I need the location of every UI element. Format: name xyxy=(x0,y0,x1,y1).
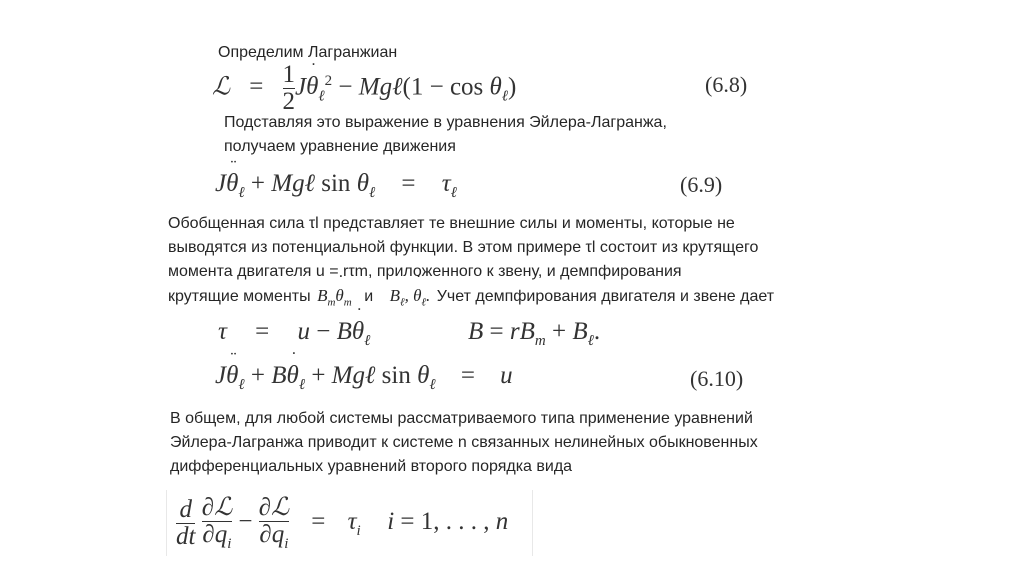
paragraph-general-case-line-3: дифференциальных уравнений второго порядка вида xyxy=(170,458,573,475)
paragraph-generalized-force-line-2: выводятся из потенциальной функции. В этом примере τl состоит из крутящего xyxy=(168,239,759,256)
equation-euler-lagrange: $\frac{d}{dt}$ $\frac{\text{∂ℒ}}{\partial˙ q_i}$ − $\frac{\text{∂ℒ}}{\partial q_i}$ = $\tau_i$ i = 1, . . . , n xyxy=(176,494,508,553)
math-bl-theta-l: $B_\ell$, ˙ $\theta_\ell$. xyxy=(390,286,431,305)
paragraph-generalized-force-line-4 xyxy=(168,283,774,315)
equation-6-10: J¨ $\theta_\ell$ + B˙ $\theta_\ell$ + Mgℓ $\sin \theta_\ell = u$ xyxy=(215,362,513,394)
equation-6-8: ℒ = $\frac{1}{2}$ J˙ $\theta_\ell^2$ − Mgℓ(1 − $\cos \theta_\ell$) xyxy=(212,62,516,116)
equation-label-6-10: (6.10) xyxy=(690,366,744,391)
equation-label-6-8: (6.8) xyxy=(705,72,748,97)
heading-lagrangian: Определим Лагранжиан xyxy=(218,44,398,61)
paragraph-general-case-line-1: В общем, для любой системы рассматриваемого типа применение уравнений xyxy=(170,410,753,427)
paragraph-general-case-line-2: Эйлера-Лагранжа приводит к системе n связанных нелинейных обыкновенных xyxy=(170,434,758,451)
equation-tau-definition: τ = u − B˙ $\theta_\ell$ xyxy=(218,318,370,350)
paragraph-generalized-force-line-3: момента двигателя u = rτm, приложенного к звену, и демпфирования xyxy=(168,263,682,280)
text-damping-accounting: Учет демпфирования двигателя и звене дает xyxy=(436,288,775,305)
math-bm-theta-m: $B_m˙$ $\theta_m$ xyxy=(317,286,352,305)
paragraph-substitution-line-1: Подставляя это выражение в уравнения Эйлера-Лагранжа, xyxy=(224,114,667,131)
paragraph-generalized-force-line-1: Обобщенная сила τl представляет те внешние силы и моменты, которые не xyxy=(168,215,735,232)
paragraph-substitution-line-2: получаем уравнение движения xyxy=(224,138,456,155)
equation-b-definition: $B = rB_m + B_\ell$. xyxy=(468,318,601,349)
text-torques: крутящие моменты xyxy=(168,288,311,305)
equation-6-9: J¨ $\theta_\ell$ + Mgℓ $\sin \theta_\ell = \tau_\ell$ xyxy=(215,170,457,202)
text-and: и xyxy=(364,288,374,305)
equation-label-6-9: (6.9) xyxy=(680,172,723,197)
